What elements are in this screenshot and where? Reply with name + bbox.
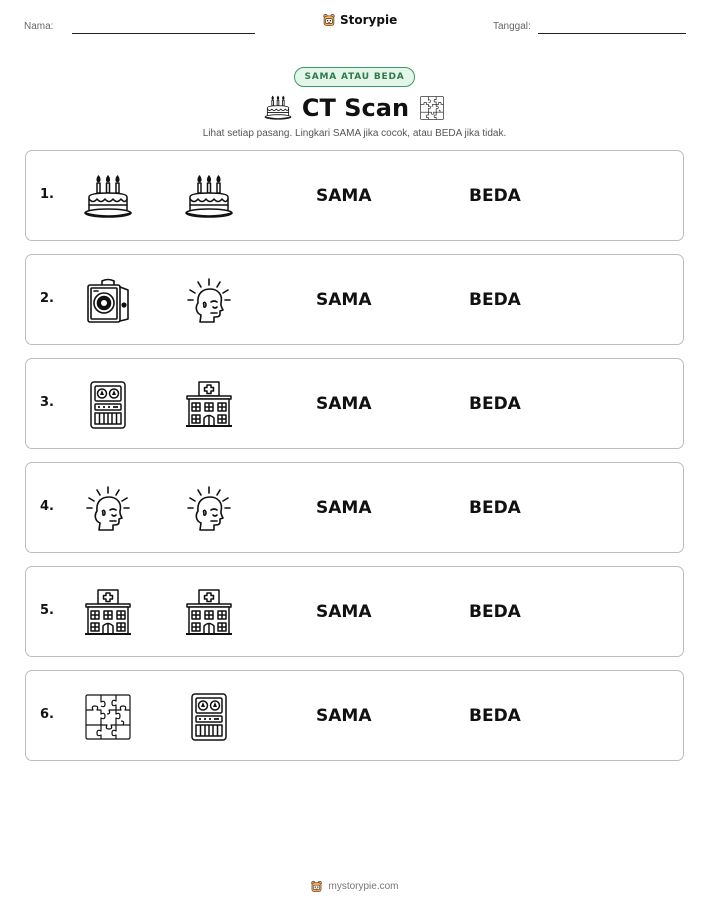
- sama-option[interactable]: SAMA: [316, 186, 372, 206]
- footer-site: mystorypie.com: [328, 881, 399, 892]
- camera-icon: [83, 276, 133, 326]
- question-row-1: [25, 150, 684, 241]
- question-row-3: [25, 358, 684, 449]
- ct-scanner-machine-icon: [184, 692, 234, 742]
- hospital-icon: [184, 380, 234, 430]
- headache-head-icon: [83, 484, 133, 534]
- storypie-mascot-icon: [322, 13, 336, 27]
- question-row-2: [25, 254, 684, 345]
- birthday-cake-icon: [83, 172, 133, 222]
- ct-scanner-machine-icon: [83, 380, 133, 430]
- beda-option[interactable]: BEDA: [469, 290, 521, 310]
- beda-option[interactable]: BEDA: [469, 706, 521, 726]
- storypie-mascot-icon: [310, 880, 323, 893]
- date-label: Tanggal:: [493, 21, 531, 32]
- brand-name: Storypie: [340, 13, 398, 27]
- question-number: 4.: [40, 499, 54, 514]
- page-title: CT Scan: [301, 94, 410, 122]
- birthday-cake-icon: [184, 172, 234, 222]
- date-field-line[interactable]: [538, 33, 686, 34]
- name-field-line[interactable]: [72, 33, 255, 34]
- jigsaw-puzzle-icon: [83, 692, 133, 742]
- instruction-text: Lihat setiap pasang. Lingkari SAMA jika cocok, atau BEDA jika tidak.: [202, 128, 507, 139]
- question-number: 6.: [40, 707, 54, 722]
- hospital-icon: [83, 588, 133, 638]
- question-row-6: [25, 670, 684, 761]
- question-number: 3.: [40, 395, 54, 410]
- jigsaw-puzzle-icon: [419, 95, 445, 121]
- question-row-4: [25, 462, 684, 553]
- brand-logo: [322, 13, 397, 27]
- hospital-icon: [184, 588, 234, 638]
- question-number: 2.: [40, 291, 54, 306]
- title-row: [0, 92, 709, 124]
- sama-option[interactable]: SAMA: [316, 602, 372, 622]
- footer: [0, 880, 709, 893]
- beda-option[interactable]: BEDA: [469, 602, 521, 622]
- headache-head-icon: [184, 484, 234, 534]
- question-number: 1.: [40, 187, 54, 202]
- name-label: Nama:: [24, 21, 54, 32]
- question-number: 5.: [40, 603, 54, 618]
- sama-option[interactable]: SAMA: [316, 498, 372, 518]
- birthday-cake-icon: [264, 94, 292, 122]
- sama-option[interactable]: SAMA: [316, 706, 372, 726]
- beda-option[interactable]: BEDA: [469, 186, 521, 206]
- beda-option[interactable]: BEDA: [469, 498, 521, 518]
- question-row-5: [25, 566, 684, 657]
- sama-option[interactable]: SAMA: [316, 394, 372, 414]
- headache-head-icon: [184, 276, 234, 326]
- activity-badge: SAMA ATAU BEDA: [294, 67, 415, 87]
- sama-option[interactable]: SAMA: [316, 290, 372, 310]
- beda-option[interactable]: BEDA: [469, 394, 521, 414]
